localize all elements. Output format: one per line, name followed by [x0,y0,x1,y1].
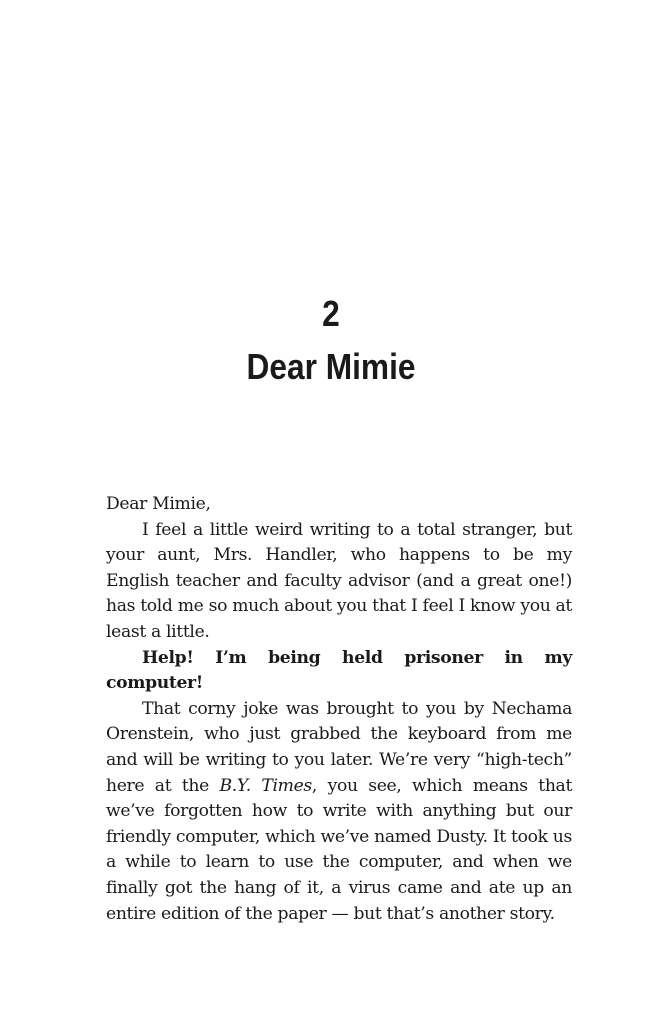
letter-salutation: Dear Mimie, [106,494,211,514]
paragraph-3-text-a: That corny joke was brought to you by Nechama Orenstein, who just grabbed the keyboard from me and will be writing to you later. We’re very “high-tech” here at the [106,698,572,796]
paragraph-1: I feel a little weird writing to a total stranger, but your aunt, Mrs. Handler, who happens to be my English teacher and faculty advisor (and a great one!) has told me so much about you that I feel I know you at least a little. [106,519,572,642]
chapter-number: 2 [322,293,340,334]
chapter-title: Dear Mimie [246,346,416,387]
letter-body [106,492,572,927]
paragraph-3 [106,697,572,927]
paragraph-2-bold: Help! I’m being held prisoner in my computer! [106,647,572,694]
paragraph-3-text-b: , you see, which means that we’ve forgotten how to write with anything but our friendly computer, which we’ve named Dusty. It took us a while to learn to use the computer, and when we finally got the hang of it, a virus came and ate up an entire edition of the paper — but that’s another story. [106,775,573,924]
newspaper-title: B.Y. Times [219,775,312,796]
